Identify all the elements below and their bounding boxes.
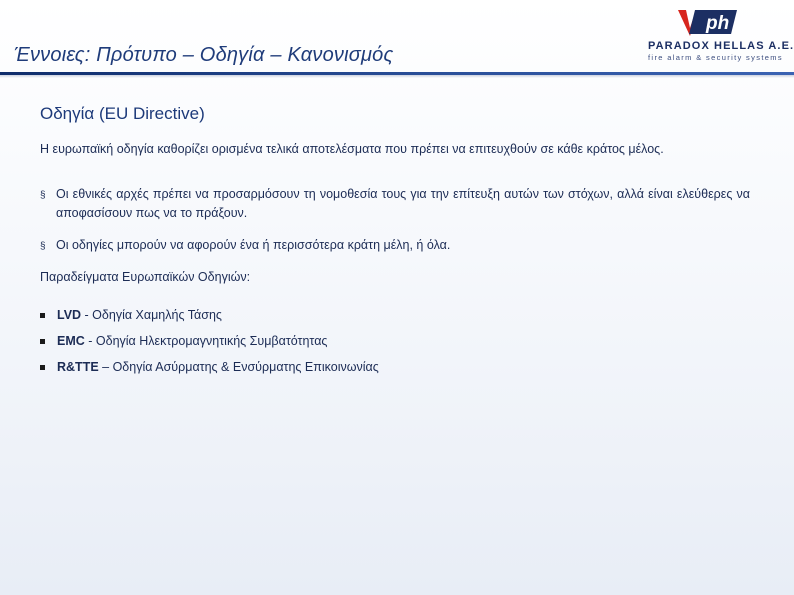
header-rule-shadow: [0, 75, 794, 78]
list-item: [40, 306, 379, 332]
logo-tagline: fire alarm & security systems: [648, 53, 784, 62]
examples-label: Παραδείγματα Ευρωπαϊκών Οδηγιών:: [40, 270, 251, 284]
section-bullet-icon: §: [40, 190, 46, 201]
square-bullet-icon: [40, 339, 45, 344]
square-bullet-icon: [40, 365, 45, 370]
points-list: [40, 185, 750, 255]
directive-code: R&TTE: [57, 360, 99, 374]
section-heading: Οδηγία (EU Directive): [40, 104, 205, 123]
intro-paragraph: Η ευρωπαϊκή οδηγία καθορίζει ορισμένα τελικά αποτελέσματα που πρέπει να επιτευχθούν σε κάθε κράτος μέλος.: [40, 142, 664, 156]
point-text: Οι οδηγίες μπορούν να αφορούν ένα ή περισσότερα κράτη μέλη, ή όλα.: [56, 238, 451, 252]
logo-brand-name: PARADOX HELLAS A.E.: [648, 40, 794, 52]
directive-name: – Οδηγία Ασύρματης & Ενσύρματης Επικοινωνίας: [98, 360, 379, 374]
slide-title: Έννοιες: Πρότυπο – Οδηγία – Κανονισμός: [14, 44, 394, 66]
list-item: [40, 185, 750, 223]
directive-name: - Οδηγία Χαμηλής Τάσης: [81, 308, 222, 322]
logo-mark-icon: [676, 6, 740, 38]
directive-code: LVD: [57, 308, 82, 322]
directive-name: - Οδηγία Ηλεκτρομαγνητικής Συμβατότητας: [84, 334, 328, 348]
company-logo: [640, 6, 794, 66]
list-item: [40, 236, 750, 255]
section-bullet-icon: §: [40, 241, 46, 252]
list-item: [40, 332, 379, 358]
list-item: [40, 358, 379, 384]
examples-list: [40, 306, 379, 384]
logo-monogram: ph: [706, 13, 730, 34]
square-bullet-icon: [40, 313, 45, 318]
point-text: Οι εθνικές αρχές πρέπει να προσαρμόσουν τη νομοθεσία τους για την επίτευξη αυτών των στόχων, αλλά είναι ελεύθερες να αποφασίσουν πως να το πράξουν.: [56, 187, 750, 220]
directive-code: EMC: [57, 334, 85, 348]
